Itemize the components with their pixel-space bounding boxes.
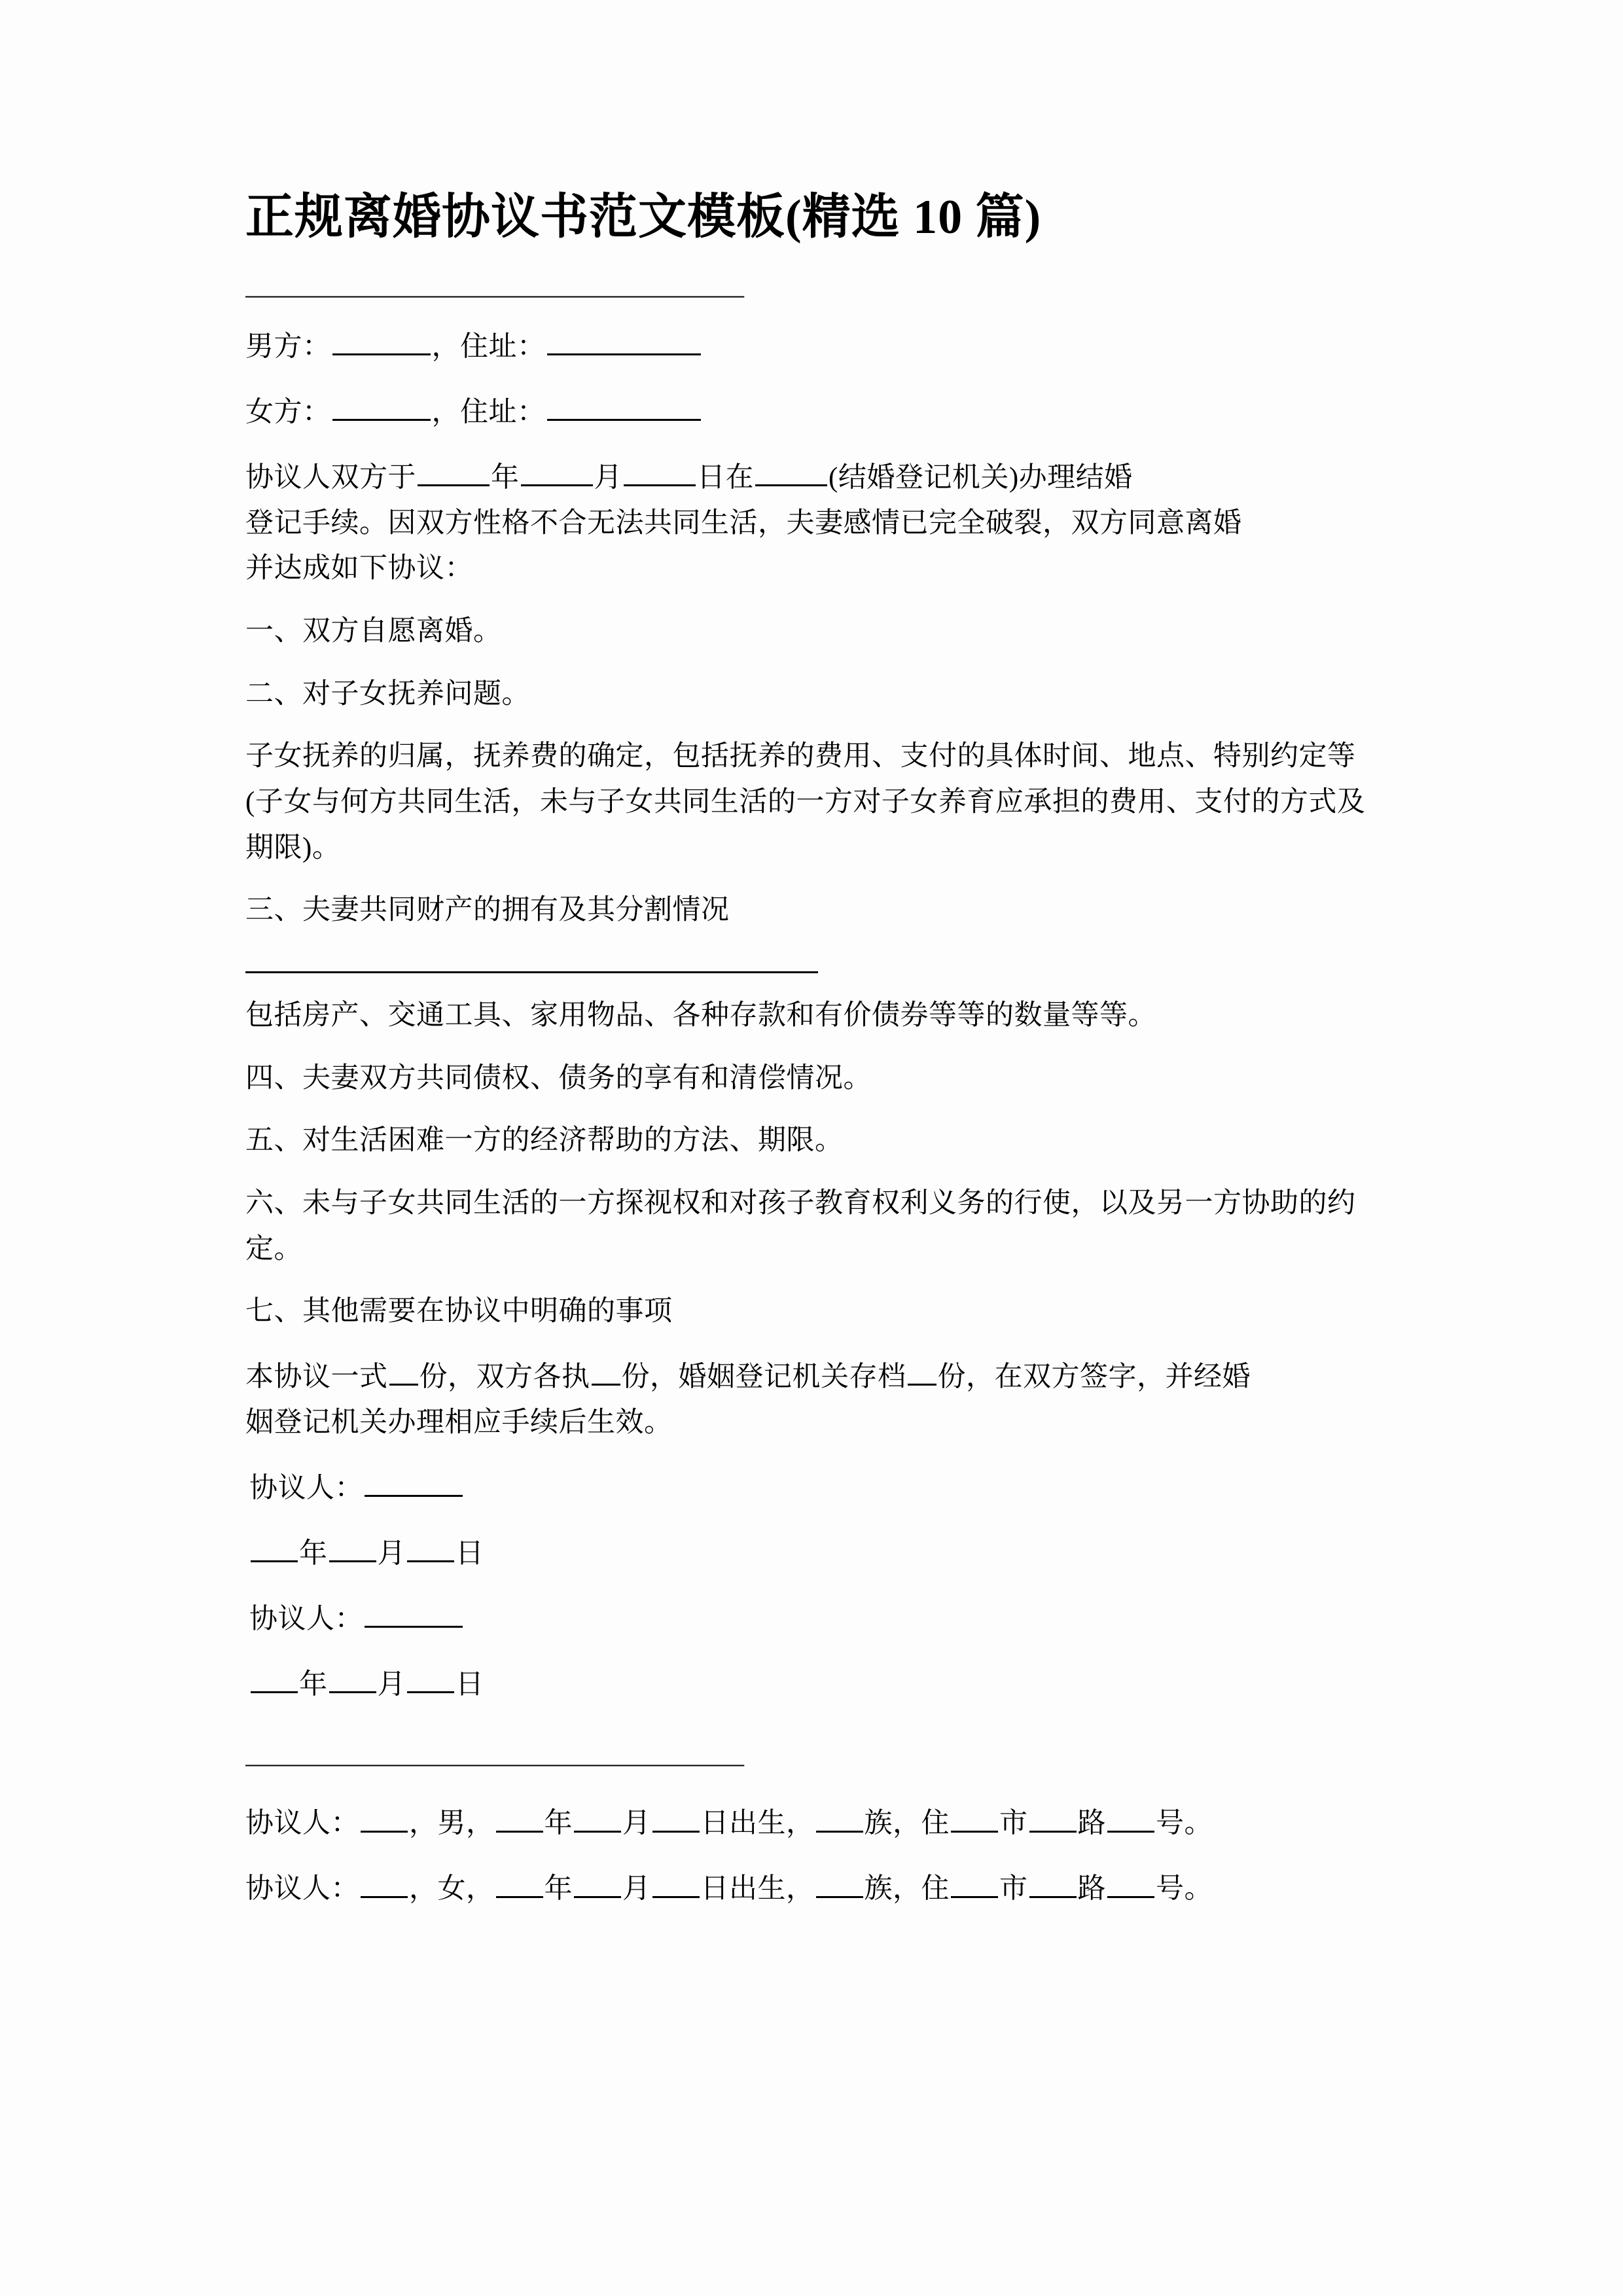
- signer-year-unit-1: 年: [299, 1538, 328, 1570]
- footer-male-year-unit: 年: [544, 1808, 573, 1839]
- signer-date-1: [245, 1528, 1384, 1577]
- copies-text-b: 份，双方各执: [419, 1361, 590, 1393]
- footer-male-month-blank: [574, 1798, 621, 1832]
- signer-line-1: [245, 1463, 1384, 1511]
- footer-male-label: 协议人：: [245, 1808, 359, 1839]
- property-blank-rule: [245, 971, 818, 973]
- signer-name-blank-2: [365, 1594, 463, 1628]
- footer-male-comma-1: ，: [409, 1808, 438, 1839]
- signer-day-unit-1: 日: [455, 1538, 484, 1570]
- footer-male-name-blank: [361, 1798, 408, 1832]
- signer-month-unit-2: 月: [377, 1669, 406, 1700]
- preamble-text-b: (结婚登记机关)办理结婚: [829, 462, 1133, 493]
- footer-male-road-unit: 路: [1077, 1808, 1106, 1839]
- marriage-year-blank: [418, 452, 490, 486]
- preamble-line-2: 登记手续。因双方性格不合无法共同生活，夫妻感情已完全破裂，双方同意离婚: [245, 507, 1242, 539]
- female-name-blank: [332, 387, 431, 421]
- footer-male-city-unit: 市: [999, 1808, 1028, 1839]
- page-title: 正规离婚协议书范文模板(精选 10 篇): [245, 190, 1042, 244]
- signer-date-2: [245, 1659, 1384, 1708]
- footer-female-day-blank: [652, 1863, 700, 1897]
- footer-female-city-blank: [951, 1863, 998, 1897]
- signer-day-unit-2: 日: [455, 1669, 484, 1700]
- footer-female-road-unit: 路: [1077, 1873, 1106, 1905]
- copies-text-a: 本协议一式: [245, 1361, 388, 1393]
- signer-day-blank-2: [407, 1659, 454, 1693]
- female-party-line: [245, 387, 1384, 435]
- footer-male-ethnic-blank: [816, 1798, 863, 1832]
- footer-female-year-unit: 年: [544, 1873, 573, 1905]
- footer-male-number-unit: 号。: [1156, 1808, 1213, 1839]
- signer-day-blank-1: [407, 1528, 454, 1562]
- signer-month-unit-1: 月: [377, 1538, 406, 1570]
- copies-line-2: 姻登记机关办理相应手续后生效。: [245, 1407, 673, 1439]
- male-comma: ，: [431, 331, 460, 362]
- marriage-day-blank: [624, 452, 696, 486]
- footer-male-day-blank: [652, 1798, 700, 1832]
- footer-male-year-blank: [496, 1798, 543, 1832]
- signer-year-blank-2: [251, 1659, 298, 1693]
- clause-item-5: 五、对生活困难一方的经济帮助的方法、期限。: [245, 1125, 844, 1157]
- preamble-line-3: 并达成如下协议：: [245, 553, 473, 584]
- signer-month-blank-2: [329, 1659, 376, 1693]
- footer-male-number-blank: [1107, 1798, 1154, 1832]
- footer-female-month-blank: [574, 1863, 621, 1897]
- copies-each-blank: [592, 1352, 620, 1386]
- footer-female-month-unit: 月: [622, 1873, 651, 1905]
- footer-male-month-unit: 月: [622, 1808, 651, 1839]
- clause-item-7: 七、其他需要在协议中明确的事项: [245, 1296, 673, 1327]
- bottom-separator-rule: ————————————————————: [245, 1753, 743, 1774]
- signer-line-2: [245, 1594, 1384, 1642]
- footer-female-number-blank: [1107, 1863, 1154, 1897]
- footer-female-year-blank: [496, 1863, 543, 1897]
- copies-text-c: 份，婚姻登记机关存档: [621, 1361, 906, 1393]
- footer-female-road-blank: [1029, 1863, 1077, 1897]
- male-address-label: 住址：: [460, 331, 546, 362]
- female-address-blank: [547, 387, 701, 421]
- registry-office-blank: [755, 452, 827, 486]
- top-separator-rule: ————————————————————: [245, 284, 743, 304]
- male-name-blank: [332, 321, 431, 355]
- signer-label-2: 协议人：: [249, 1604, 363, 1635]
- footer-male-city-blank: [951, 1798, 998, 1832]
- clause-item-1: 一、双方自愿离婚。: [245, 616, 502, 647]
- copies-text-d: 份，在双方签字，并经婚: [937, 1361, 1251, 1393]
- clause-item-6: 六、未与子女共同生活的一方探视权和对孩子教育权利义务的行使，以及另一方协助的约定。: [245, 1188, 1356, 1265]
- footer-female-day-unit: 日出生，: [700, 1873, 815, 1905]
- preamble-text-a: 协议人双方于: [245, 462, 416, 493]
- footer-female-ethnic-unit: 族，住: [864, 1873, 950, 1905]
- footer-female-detail-line: [245, 1863, 1384, 1912]
- footer-female-comma-1: ，: [409, 1873, 438, 1905]
- footer-male-day-unit: 日出生，: [700, 1808, 815, 1839]
- footer-female-name-blank: [361, 1863, 408, 1897]
- male-party-line: [245, 321, 1384, 370]
- footer-male-gender: 男: [437, 1808, 466, 1839]
- footer-female-label: 协议人：: [245, 1873, 359, 1905]
- copies-line-1: [245, 1352, 1384, 1400]
- footer-male-road-blank: [1029, 1798, 1077, 1832]
- preamble-day-unit: 日在: [697, 462, 754, 493]
- footer-female-number-unit: 号。: [1156, 1873, 1213, 1905]
- signer-year-unit-2: 年: [299, 1669, 328, 1700]
- copies-archive-blank: [908, 1352, 936, 1386]
- footer-female-ethnic-blank: [816, 1863, 863, 1897]
- female-address-label: 住址：: [460, 397, 546, 428]
- preamble-line-1: [245, 452, 1384, 501]
- preamble-year-unit: 年: [491, 462, 520, 493]
- male-address-blank: [547, 321, 701, 355]
- footer-female-city-unit: 市: [999, 1873, 1028, 1905]
- document-content: [245, 0, 1384, 1912]
- marriage-month-blank: [521, 452, 593, 486]
- clause-item-3-detail: 包括房产、交通工具、家用物品、各种存款和有价债券等等的数量等等。: [245, 1000, 1156, 1031]
- clause-item-2: 二、对子女抚养问题。: [245, 678, 530, 709]
- signer-year-blank-1: [251, 1528, 298, 1562]
- female-comma: ，: [431, 397, 460, 428]
- male-party-label: 男方：: [245, 331, 331, 362]
- clause-item-2-detail: 子女抚养的归属，抚养费的确定，包括抚养的费用、支付的具体时间、地点、特别约定等(子女与何方共同生活，未与子女共同生活的一方对子女养育应承担的费用、支付的方式及期限)。: [245, 741, 1366, 863]
- clause-item-3: 三、夫妻共同财产的拥有及其分割情况: [245, 895, 730, 926]
- footer-male-comma-2: ，: [466, 1808, 495, 1839]
- preamble-month-unit: 月: [594, 462, 622, 493]
- footer-female-comma-2: ，: [466, 1873, 495, 1905]
- female-party-label: 女方：: [245, 397, 331, 428]
- signer-name-blank-1: [365, 1463, 463, 1497]
- footer-male-ethnic-unit: 族，住: [864, 1808, 950, 1839]
- footer-female-gender: 女: [437, 1873, 466, 1905]
- signer-month-blank-1: [329, 1528, 376, 1562]
- copies-total-blank: [389, 1352, 418, 1386]
- footer-male-detail-line: [245, 1798, 1384, 1846]
- signer-label-1: 协议人：: [249, 1473, 363, 1504]
- clause-item-4: 四、夫妻双方共同债权、债务的享有和清偿情况。: [245, 1062, 872, 1094]
